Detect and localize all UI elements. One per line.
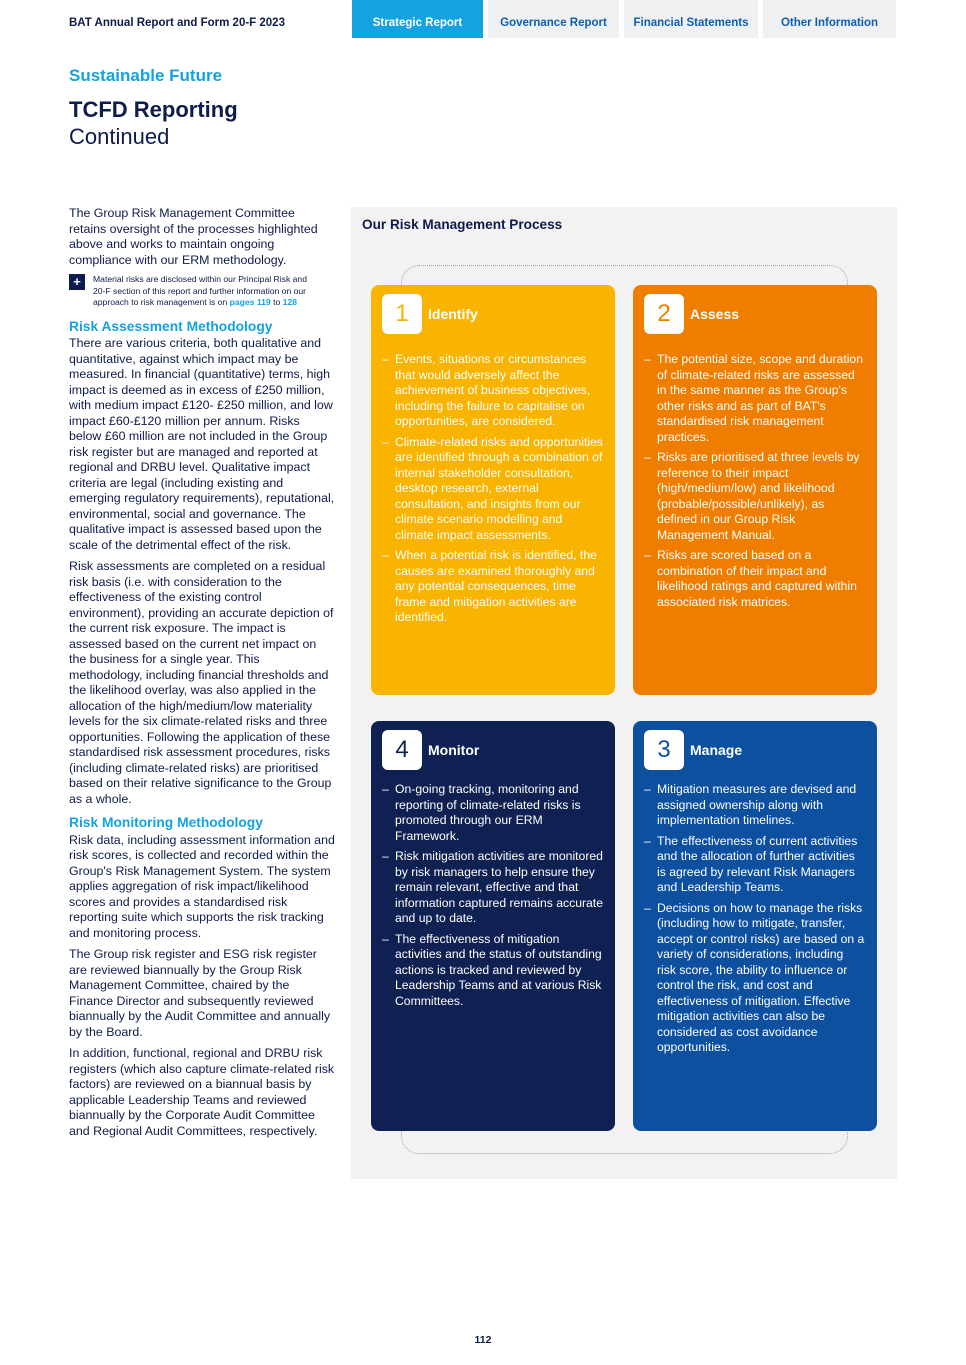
assessment-paragraph-1: There are various criteria, both qualitative and quantitative, against which impact may be measured. In financial (quantitative) terms, high impact is deemed as in excess of £250 million, with medium impact £120- £250 million, and low impact £60-£120 million per annum. Risks below £60 million are not included in the Group risk register but are managed and reported at regional and DRBU level. Qualitative impact criteria are legal (including existing and emerging regulatory requirements), reputational, environmental, social and governance. The qualitative impact is assessed based upon the scale of the detrimental effect of the risk. (69, 336, 335, 552)
monitor-card (371, 721, 615, 1131)
page-128-link[interactable]: 128 (282, 297, 298, 307)
list-item: – On-going tracking, monitoring and reporting of climate-related risks is promoted through our ERM Framework. (382, 782, 603, 844)
page-number: 112 (474, 1334, 492, 1346)
panel-title: Our Risk Management Process (362, 217, 563, 232)
manage-card (633, 721, 877, 1131)
step-name: Monitor (428, 742, 480, 758)
tab-financial-statements[interactable]: Financial Statements (624, 0, 758, 38)
monitoring-paragraph-2: The Group risk register and ESG risk register are reviewed biannually by the Group Risk Management Committee, chaired by the Finance Director and subsequently reviewed biannually by the Audit Committee and annually by the Board. (69, 947, 331, 1039)
left-column (69, 206, 335, 1145)
step-number-badge: 1 (382, 294, 422, 334)
list-item: – Events, situations or circumstances that would adversely affect the achievement of business objectives, including the failure to capitalise on opportunities, are considered. (382, 352, 603, 430)
tab-governance-report[interactable]: Governance Report (488, 0, 619, 38)
page-subtitle: Continued (69, 124, 170, 149)
list-item: – The effectiveness of current activities and the allocation of further activities is agreed by relevant Risk Managers and Leadership Teams. (644, 834, 865, 896)
assess-card (633, 285, 877, 695)
list-item: – Risk mitigation activities are monitored by risk managers to help ensure they remain relevant, effective and that information captured remains accurate and up to date. (382, 849, 603, 927)
page-title: TCFD Reporting (69, 97, 238, 122)
list-item: – Decisions on how to manage the risks (including how to mitigate, transfer, accept or control risks) are based on a variety of considerations, including risk score, the ability to influence or control the risk, and cost and effectiveness of mitigation. Effective mitigation activities can also be considered as cost avoidance opportunities. (644, 901, 865, 1056)
step-name: Assess (690, 306, 740, 322)
list-item: – Risks are prioritised at three levels by reference to their impact (high/medium/low) and likelihood (probable/possible/unlikely), as defined in our Group Risk Management Manual. (644, 450, 865, 543)
assessment-paragraph-2: Risk assessments are completed on a residual risk basis (i.e. with consideration to the effectiveness of the existing control environment), providing an accurate depiction of the current risk exposure. The impact is assessed based on the current net impact on the business for a single year. This methodology, including financial thresholds and the likelihood overlay, was also applied in the allocation of the high/medium/low materiality levels for the six climate-related risks and three opportunities. Following the application of these standardised risk assessment procedures, risks (including climate-related risks) are prioritised based on their relative significance to the Group as a whole. (69, 559, 334, 806)
monitoring-paragraph-3: In addition, functional, regional and DRBU risk registers (which also capture climate-related risk factors) are reviewed on a biannual basis by applicable Leadership Teams and reviewed biannually by the Corporate Audit Committee and Regional Audit Committees, respectively. (69, 1046, 335, 1138)
section-tabs (352, 0, 896, 38)
section-label: Sustainable Future (69, 66, 223, 85)
risk-assessment-heading: Risk Assessment Methodology (69, 318, 273, 334)
intro-paragraph: The Group Risk Management Committee retains oversight of the processes highlighted above and works to maintain ongoing compliance with our ERM methodology. (69, 206, 318, 267)
list-item: – Risks are scored based on a combination of their impact and likelihood ratings and captured within associated risk matrices. (644, 548, 865, 610)
step-name: Manage (690, 742, 743, 758)
tab-strategic-report[interactable]: Strategic Report (352, 0, 483, 38)
step-number-badge: 3 (644, 730, 684, 770)
list-item: – The potential size, scope and duration of climate-related risks are assessed in the same manner as the Group's other risks and as part of BAT's standardised risk management practices. (644, 352, 865, 445)
identify-card (371, 285, 615, 695)
list-item: – Climate-related risks and opportunities are identified through a combination of internal stakeholder consultation, desktop research, external consultation, and insights from our climate scenario modelling and climate impact assessments. (382, 435, 603, 544)
report-title: BAT Annual Report and Form 20-F 2023 (69, 17, 285, 29)
list-item: – Mitigation measures are devised and assigned ownership along with implementation timelines. (644, 782, 865, 829)
monitoring-paragraph-1: Risk data, including assessment information and risk scores, is collected and recorded within the Group's Risk Management System. The system applies aggregation of risk impact/likelihood scores and provides a standardised risk reporting suite which supports the risk tracking and monitoring process. (69, 832, 335, 940)
risk-process-panel (351, 207, 897, 1179)
risk-monitoring-heading: Risk Monitoring Methodology (69, 815, 263, 830)
step-number-badge: 4 (382, 730, 422, 770)
pages-link[interactable]: pages 119 (229, 297, 271, 307)
list-item: – The effectiveness of mitigation activities and the status of outstanding actions is tracked and reviewed by Leadership Teams and at various Risk Committees. (382, 932, 603, 1010)
plus-icon: + (69, 274, 85, 290)
list-item: – When a potential risk is identified, the causes are examined thoroughly and any potential consequences, time frame and mitigation activities are identified. (382, 548, 603, 626)
cross-reference-note (69, 274, 335, 309)
note-text: Material risks are disclosed within our Principal Risk and 20-F section of this report and further information on our approach to risk management is on pages 119 to 128 (93, 274, 307, 307)
tab-other-information[interactable]: Other Information (763, 0, 896, 38)
step-number-badge: 2 (644, 294, 684, 334)
step-name: Identify (428, 306, 478, 322)
